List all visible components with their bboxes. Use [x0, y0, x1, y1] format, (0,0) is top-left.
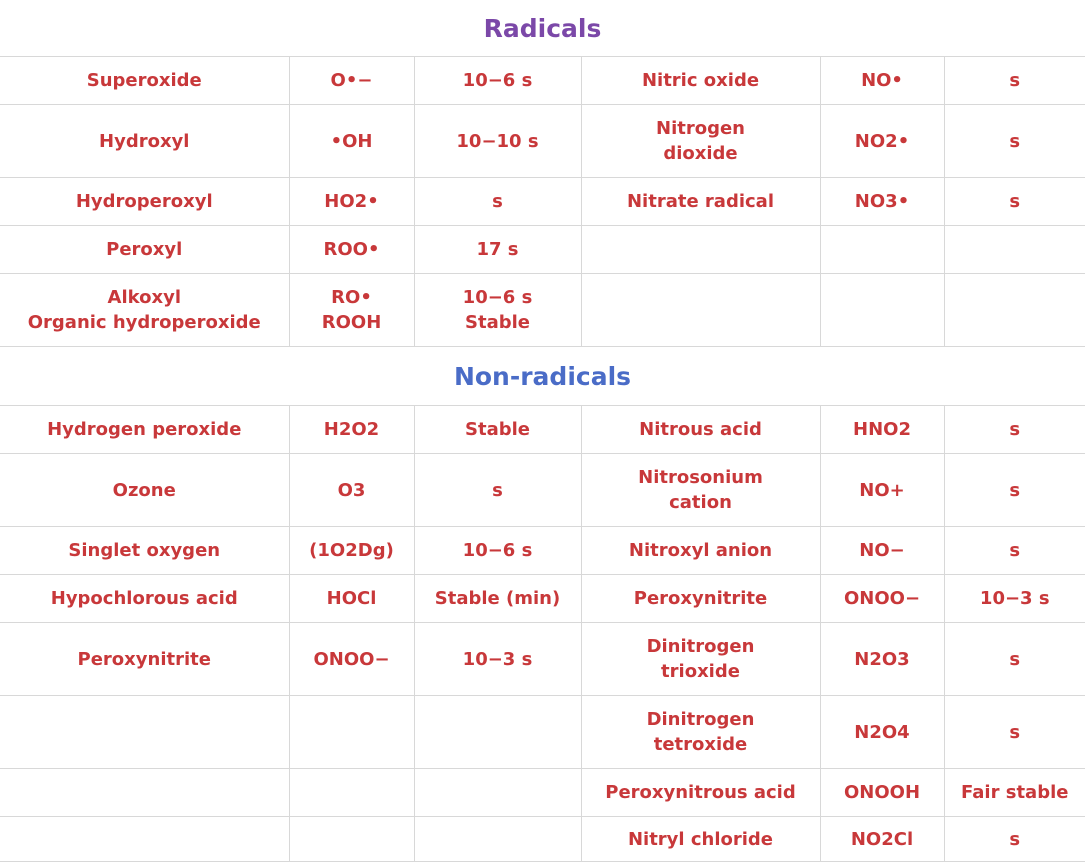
- table-cell: HO2•: [289, 178, 414, 226]
- radicals-table: [0, 56, 1085, 347]
- table-cell: [944, 226, 1085, 274]
- table-row: [0, 817, 1085, 862]
- table-cell: Hydrogen peroxide: [0, 406, 289, 454]
- table-cell: NO3•: [820, 178, 944, 226]
- table-cell: s: [414, 454, 581, 527]
- table-cell: Dinitrogen tetroxide: [581, 696, 820, 769]
- table-cell: s: [944, 105, 1085, 178]
- table-cell: N2O3: [820, 623, 944, 696]
- table-cell: O3: [289, 454, 414, 527]
- table-cell: 10−10 s: [414, 105, 581, 178]
- table-row: [0, 527, 1085, 575]
- table-cell: H2O2: [289, 406, 414, 454]
- table-cell: Nitric oxide: [581, 57, 820, 105]
- table-cell: Stable (min): [414, 575, 581, 623]
- table-cell: Hypochlorous acid: [0, 575, 289, 623]
- table-cell: [0, 696, 289, 769]
- table-cell: NO+: [820, 454, 944, 527]
- table-cell: 10−3 s: [944, 575, 1085, 623]
- table-cell: s: [944, 178, 1085, 226]
- table-cell: NO•: [820, 57, 944, 105]
- table-cell: [820, 226, 944, 274]
- table-row: [0, 623, 1085, 696]
- table-cell: Superoxide: [0, 57, 289, 105]
- table-cell: [289, 696, 414, 769]
- table-cell: Dinitrogen trioxide: [581, 623, 820, 696]
- table-cell: Ozone: [0, 454, 289, 527]
- table-cell: Hydroxyl: [0, 105, 289, 178]
- table-cell: Nitrogen dioxide: [581, 105, 820, 178]
- table-row: [0, 769, 1085, 817]
- table-cell: HOCl: [289, 575, 414, 623]
- table-cell: 10−6 s Stable: [414, 274, 581, 347]
- table-cell: NO2Cl: [820, 817, 944, 862]
- table-cell: •OH: [289, 105, 414, 178]
- table-cell: Hydroperoxyl: [0, 178, 289, 226]
- table-cell: N2O4: [820, 696, 944, 769]
- table-cell: 10−6 s: [414, 57, 581, 105]
- table-cell: Nitrous acid: [581, 406, 820, 454]
- table-cell: [289, 817, 414, 862]
- table-cell: [414, 817, 581, 862]
- table-cell: Fair stable: [944, 769, 1085, 817]
- table-cell: Peroxyl: [0, 226, 289, 274]
- table-cell: Peroxynitrous acid: [581, 769, 820, 817]
- table-cell: [581, 274, 820, 347]
- table-row: [0, 274, 1085, 347]
- table-cell: 17 s: [414, 226, 581, 274]
- table-cell: ROO•: [289, 226, 414, 274]
- table-cell: NO−: [820, 527, 944, 575]
- table-cell: O•−: [289, 57, 414, 105]
- table-cell: [581, 226, 820, 274]
- table-cell: s: [944, 817, 1085, 862]
- table-cell: [820, 274, 944, 347]
- table-cell: ONOOH: [820, 769, 944, 817]
- table-cell: ONOO−: [289, 623, 414, 696]
- table-cell: 10−6 s: [414, 527, 581, 575]
- table-cell: s: [944, 623, 1085, 696]
- table-cell: Nitryl chloride: [581, 817, 820, 862]
- table-cell: Nitroxyl anion: [581, 527, 820, 575]
- nonradicals-heading: Non-radicals: [453, 361, 632, 391]
- table-cell: Peroxynitrite: [581, 575, 820, 623]
- table-cell: s: [414, 178, 581, 226]
- table-cell: Singlet oxygen: [0, 527, 289, 575]
- table-row: [0, 696, 1085, 769]
- nonradicals-table: [0, 405, 1085, 862]
- table-cell: s: [944, 696, 1085, 769]
- radicals-heading: Radicals: [483, 13, 602, 43]
- table-cell: HNO2: [820, 406, 944, 454]
- table-cell: Nitrosonium cation: [581, 454, 820, 527]
- table-cell: [0, 769, 289, 817]
- table-cell: [944, 274, 1085, 347]
- table-cell: NO2•: [820, 105, 944, 178]
- table-cell: s: [944, 527, 1085, 575]
- table-cell: [414, 696, 581, 769]
- table-cell: ONOO−: [820, 575, 944, 623]
- table-cell: RO• ROOH: [289, 274, 414, 347]
- table-cell: s: [944, 57, 1085, 105]
- table-row: [0, 105, 1085, 178]
- table-cell: Peroxynitrite: [0, 623, 289, 696]
- table-row: [0, 226, 1085, 274]
- table-cell: Alkoxyl Organic hydroperoxide: [0, 274, 289, 347]
- table-cell: [0, 817, 289, 862]
- table-cell: [414, 769, 581, 817]
- table-row: [0, 178, 1085, 226]
- table-row: [0, 57, 1085, 105]
- table-row: [0, 454, 1085, 527]
- table-cell: s: [944, 406, 1085, 454]
- table-cell: s: [944, 454, 1085, 527]
- table-row: [0, 406, 1085, 454]
- table-cell: Stable: [414, 406, 581, 454]
- table-cell: Nitrate radical: [581, 178, 820, 226]
- table-cell: (1O2Dg): [289, 527, 414, 575]
- table-cell: [289, 769, 414, 817]
- table-cell: 10−3 s: [414, 623, 581, 696]
- table-row: [0, 575, 1085, 623]
